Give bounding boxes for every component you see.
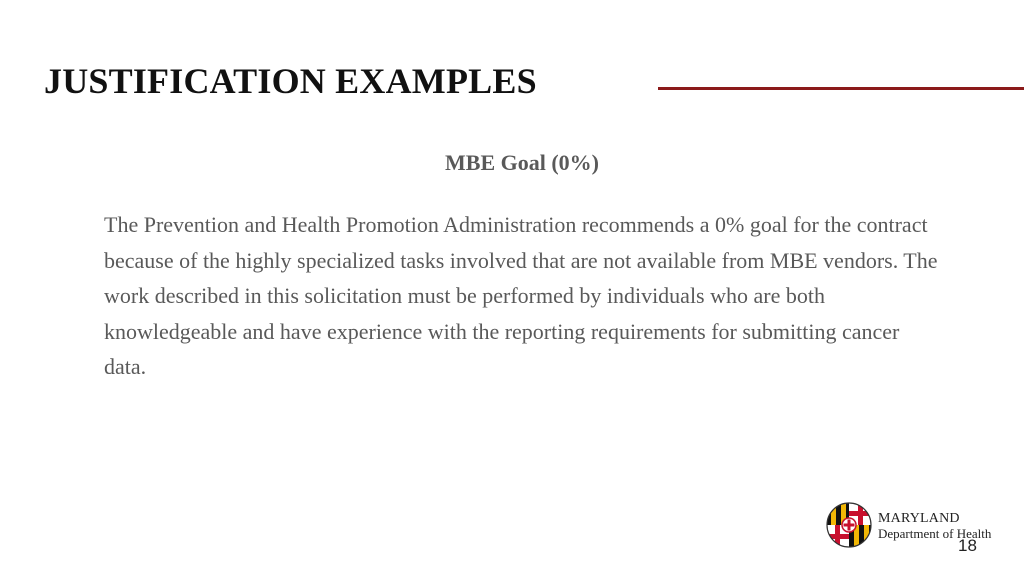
title-divider bbox=[658, 87, 1024, 90]
slide-title: JUSTIFICATION EXAMPLES bbox=[44, 61, 537, 101]
body-paragraph: The Prevention and Health Promotion Administration recommends a 0% goal for the contract because of the highly specialized tasks involved that are not available from MBE vendors. The work described in this solicitation must be performed by individuals who are both knowledgeable and have experience with the reporting requirements for submitting cancer data. bbox=[104, 212, 938, 379]
logo-text-maryland: MARYLAND bbox=[878, 511, 960, 526]
maryland-health-logo bbox=[826, 502, 1016, 548]
logo-text-department: Department of Health bbox=[878, 526, 992, 541]
slide-subtitle: MBE Goal (0%) bbox=[445, 150, 599, 175]
maryland-flag-seal-icon bbox=[826, 502, 872, 548]
page-number: 18 bbox=[958, 536, 977, 555]
